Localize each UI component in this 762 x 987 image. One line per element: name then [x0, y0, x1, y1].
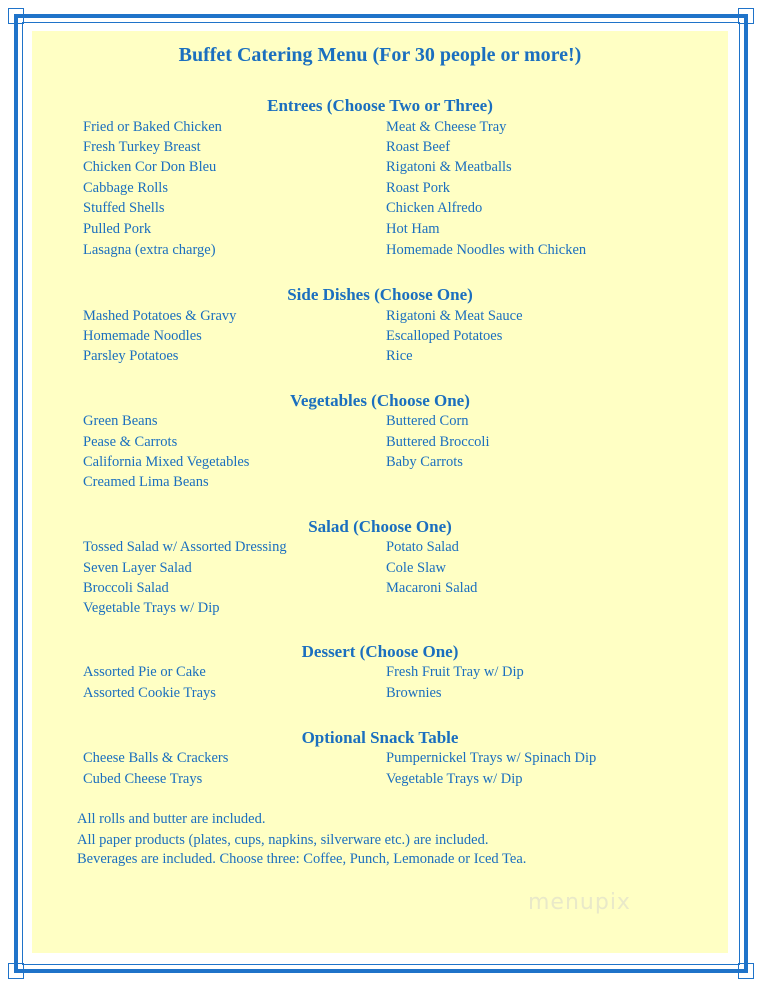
salad-item: Macaroni Salad — [386, 580, 478, 596]
entree-item: Rigatoni & Meatballs — [386, 159, 512, 175]
side-item: Rice — [386, 348, 413, 364]
side-item: Homemade Noodles — [83, 328, 202, 344]
vegetable-item: Buttered Broccoli — [386, 434, 490, 450]
salad-heading: Salad (Choose One) — [308, 517, 452, 536]
sides-heading: Side Dishes (Choose One) — [287, 285, 473, 304]
side-item: Mashed Potatoes & Gravy — [83, 308, 237, 324]
corner-ornament — [8, 963, 24, 979]
vegetable-item: Buttered Corn — [386, 413, 469, 429]
note-rolls: All rolls and butter are included. — [77, 811, 266, 827]
vegetables-heading: Vegetables (Choose One) — [290, 391, 470, 410]
entree-item: Fried or Baked Chicken — [83, 119, 222, 135]
vegetable-item: Creamed Lima Beans — [83, 474, 209, 490]
corner-ornament — [738, 963, 754, 979]
entree-item: Fresh Turkey Breast — [83, 139, 201, 155]
snack-item: Vegetable Trays w/ Dip — [386, 771, 523, 787]
note-paper-products: All paper products (plates, cups, napkins, silverware etc.) are included. — [77, 832, 489, 848]
side-item: Parsley Potatoes — [83, 348, 179, 364]
dessert-item: Assorted Cookie Trays — [83, 685, 216, 701]
vegetable-item: Green Beans — [83, 413, 158, 429]
salad-item: Broccoli Salad — [83, 580, 169, 596]
entree-item: Roast Pork — [386, 180, 451, 196]
dessert-item: Brownies — [386, 685, 442, 701]
vegetable-item: Pease & Carrots — [83, 434, 178, 450]
snack-heading: Optional Snack Table — [301, 728, 459, 747]
snack-item: Cheese Balls & Crackers — [83, 750, 229, 766]
entree-item: Chicken Alfredo — [386, 200, 483, 216]
entree-item: Homemade Noodles with Chicken — [386, 242, 587, 258]
dessert-item: Assorted Pie or Cake — [83, 664, 206, 680]
entree-item: Pulled Pork — [83, 221, 152, 237]
entree-item: Hot Ham — [386, 221, 440, 237]
entree-item: Meat & Cheese Tray — [386, 119, 507, 135]
dessert-heading: Dessert (Choose One) — [301, 642, 459, 661]
side-item: Escalloped Potatoes — [386, 328, 503, 344]
watermark-logo: menupix — [528, 890, 631, 915]
salad-item: Potato Salad — [386, 539, 459, 555]
entree-item: Cabbage Rolls — [83, 180, 168, 196]
side-item: Rigatoni & Meat Sauce — [386, 308, 523, 324]
entree-item: Roast Beef — [386, 139, 451, 155]
entree-item: Lasagna (extra charge) — [83, 242, 216, 258]
salad-item: Tossed Salad w/ Assorted Dressing — [83, 539, 287, 555]
menu-title: Buffet Catering Menu (For 30 people or more!) — [178, 44, 582, 66]
snack-item: Pumpernickel Trays w/ Spinach Dip — [386, 750, 597, 766]
salad-item: Vegetable Trays w/ Dip — [83, 600, 220, 616]
dessert-item: Fresh Fruit Tray w/ Dip — [386, 664, 524, 680]
vegetable-item: Baby Carrots — [386, 454, 463, 470]
corner-ornament — [738, 8, 754, 24]
entree-item: Stuffed Shells — [83, 200, 165, 216]
note-beverages: Beverages are included. Choose three: Coffee, Punch, Lemonade or Iced Tea. — [77, 851, 527, 867]
vegetable-item: California Mixed Vegetables — [83, 454, 250, 470]
entrees-heading: Entrees (Choose Two or Three) — [267, 96, 493, 115]
salad-item: Cole Slaw — [386, 560, 447, 576]
entree-item: Chicken Cor Don Bleu — [83, 159, 217, 175]
corner-ornament — [8, 8, 24, 24]
snack-item: Cubed Cheese Trays — [83, 771, 203, 787]
salad-item: Seven Layer Salad — [83, 560, 192, 576]
